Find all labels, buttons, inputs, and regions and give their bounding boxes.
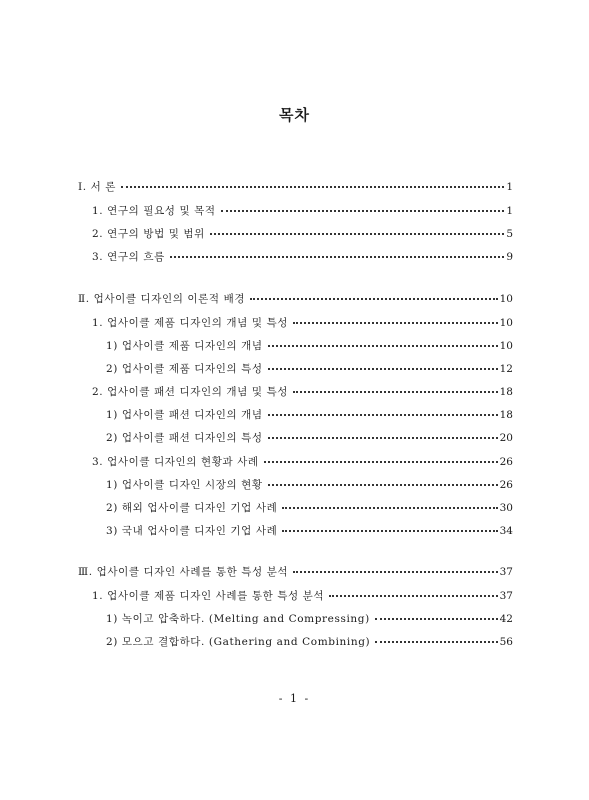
toc-entry-title: 1) 업사이클 패션 디자인의 개념 [106, 409, 263, 421]
dot-leader [282, 526, 497, 532]
dot-leader [250, 294, 498, 300]
toc-entry-title: 1) 업사이클 디자인 시장의 현황 [106, 479, 263, 491]
dot-leader [268, 480, 498, 486]
toc-entry-title: Ⅰ. 서 론 [78, 181, 117, 193]
toc-entry [78, 180, 513, 194]
toc-entry-page-number: 9 [506, 251, 513, 263]
toc-entry-title: 1. 연구의 필요성 및 목적 [92, 205, 216, 217]
toc-entry-title: 1) 업사이클 제품 디자인의 개념 [106, 340, 263, 352]
toc-entry [92, 204, 513, 218]
dot-leader [268, 341, 498, 347]
toc-entry-page-number: 10 [499, 293, 513, 305]
toc-entry-page-number: 37 [499, 590, 513, 602]
dot-leader [264, 457, 498, 463]
toc-entry-title: 3) 국내 업사이클 디자인 기업 사례 [106, 525, 278, 537]
toc-entry [78, 292, 513, 306]
toc-entry-page-number: 20 [499, 432, 513, 444]
dot-leader [375, 614, 498, 620]
toc-entry [78, 565, 513, 579]
dot-leader [170, 252, 505, 258]
toc-entry-page-number: 5 [506, 228, 513, 240]
toc-entry [92, 385, 513, 399]
toc-entry-page-number: 26 [499, 456, 513, 468]
toc-entry [106, 524, 513, 538]
toc-entry-title: 2) 해외 업사이클 디자인 기업 사례 [106, 502, 278, 514]
toc-entry [106, 478, 513, 492]
toc-entry-title: 1) 녹이고 압축하다. (Melting and Compressing) [106, 613, 370, 625]
toc-entry-title: 3. 연구의 흐름 [92, 251, 165, 263]
dot-leader [375, 637, 497, 643]
toc-entry-title: 1. 업사이클 제품 디자인의 개념 및 특성 [92, 317, 288, 329]
toc-entry-page-number: 34 [499, 525, 513, 537]
toc-entry-page-number: 1 [506, 181, 513, 193]
toc-entry-page-number: 12 [499, 363, 513, 375]
toc-entry-title: Ⅲ. 업사이클 디자인 사례를 통한 특성 분석 [78, 566, 289, 578]
dot-leader [268, 433, 498, 439]
toc-entry-title: 3. 업사이클 디자인의 현황과 사례 [92, 456, 259, 468]
toc-entry-title: 2) 업사이클 제품 디자인의 특성 [106, 363, 263, 375]
toc-entry [106, 339, 513, 353]
page-title: 목차 [279, 106, 310, 124]
toc-entry-page-number: 30 [499, 502, 513, 514]
dot-leader [221, 206, 505, 212]
toc-entry [106, 362, 513, 376]
toc-entry-title: 2) 업사이클 패션 디자인의 특성 [106, 432, 263, 444]
toc-entry-page-number: 18 [499, 386, 513, 398]
dot-leader [210, 229, 504, 235]
toc-entry [92, 589, 513, 603]
toc-entry [92, 316, 513, 330]
toc-entry [106, 431, 513, 445]
dot-leader [293, 387, 498, 393]
toc-entry-page-number: 18 [499, 409, 513, 421]
dot-leader [282, 503, 497, 509]
toc-entry [106, 612, 513, 626]
toc-entry [92, 227, 513, 241]
toc-entry-page-number: 56 [499, 636, 513, 648]
toc-entry-page-number: 10 [499, 340, 513, 352]
toc-entry-page-number: 10 [499, 317, 513, 329]
toc-entry-title: 2. 연구의 방법 및 범위 [92, 228, 205, 240]
toc-entry [92, 250, 513, 264]
page-number-footer: - 1 - [278, 692, 311, 705]
toc-entry-page-number: 37 [499, 566, 513, 578]
dot-leader [329, 591, 497, 597]
toc-entry [106, 408, 513, 422]
dot-leader [121, 182, 504, 188]
dot-leader [268, 364, 498, 370]
dot-leader [268, 410, 498, 416]
toc-entry-title: 2) 모으고 결합하다. (Gathering and Combining) [106, 636, 371, 648]
toc-entry-page-number: 1 [506, 205, 513, 217]
toc-entry [106, 635, 513, 649]
dot-leader [293, 318, 498, 324]
toc-entry-title: Ⅱ. 업사이클 디자인의 이론적 배경 [78, 293, 246, 305]
toc-entry-page-number: 26 [499, 479, 513, 491]
toc-entry-page-number: 42 [499, 613, 513, 625]
toc-entry [92, 455, 513, 469]
dot-leader [293, 567, 497, 573]
toc-entry-title: 2. 업사이클 패션 디자인의 개념 및 특성 [92, 386, 288, 398]
toc-entry-title: 1. 업사이클 제품 디자인 사례를 통한 특성 분석 [92, 590, 325, 602]
toc-entry [106, 501, 513, 515]
